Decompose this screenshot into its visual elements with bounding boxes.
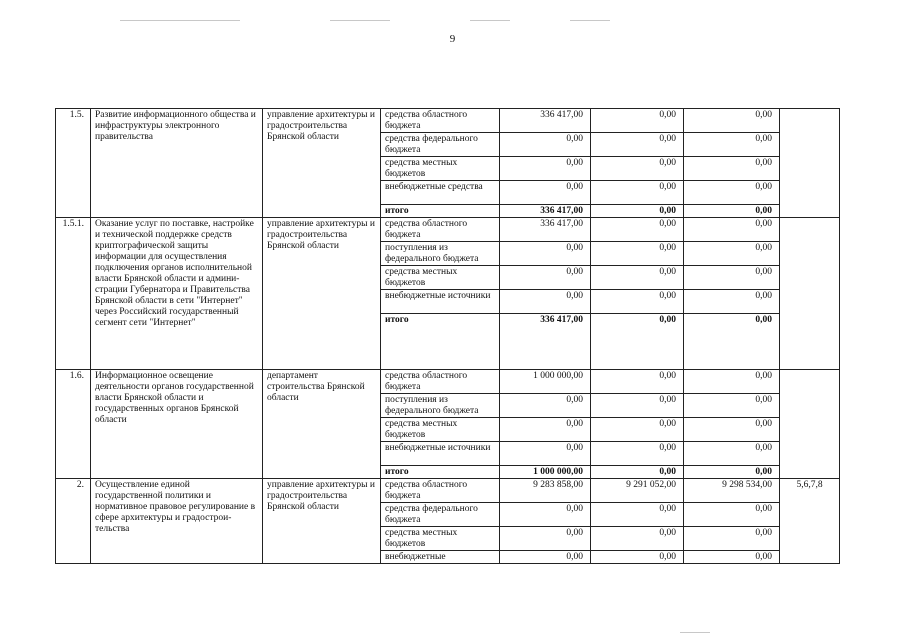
amount-year-3: 0,00 <box>684 218 780 242</box>
amount-year-2: 0,00 <box>591 218 684 242</box>
amount-year-3: 0,00 <box>684 527 780 551</box>
funding-source: внебюджетные средства <box>381 181 500 205</box>
section-executor: управление архитектуры и градостроительства Брянской области <box>263 479 381 564</box>
amount-year-1: 0,00 <box>500 290 591 314</box>
amount-year-3: 0,00 <box>684 157 780 181</box>
section-name: Информационное освещение деятельности органов государственной власти Брянской области и государственных органов Брянской области <box>91 370 263 479</box>
amount-year-3: 0,00 <box>684 394 780 418</box>
amount-year-1: 0,00 <box>500 418 591 442</box>
amount-year-2: 0,00 <box>591 370 684 394</box>
amount-year-1: 9 283 858,00 <box>500 479 591 503</box>
amount-year-1: 336 417,00 <box>500 218 591 242</box>
amount-year-3: 0,00 <box>684 551 780 564</box>
section-executor: департамент строительства Брянской области <box>263 370 381 479</box>
funding-source: поступления из федерального бюджета <box>381 242 500 266</box>
section-indicators <box>780 218 840 370</box>
table-row <box>56 370 840 394</box>
amount-year-1: 0,00 <box>500 442 591 466</box>
amount-year-3: 0,00 <box>684 370 780 394</box>
funding-source: внебюджетные источники <box>381 290 500 314</box>
scan-mark <box>570 20 610 21</box>
amount-year-2: 0,00 <box>591 109 684 133</box>
section-number: 1.5. <box>56 109 91 218</box>
funding-source: итого <box>381 314 500 370</box>
amount-year-1: 1 000 000,00 <box>500 466 591 479</box>
table-row <box>56 218 840 242</box>
amount-year-3: 0,00 <box>684 181 780 205</box>
amount-year-2: 0,00 <box>591 266 684 290</box>
page-number: 9 <box>449 33 456 45</box>
funding-source: средства областного бюджета <box>381 109 500 133</box>
funding-source: итого <box>381 466 500 479</box>
amount-year-3: 0,00 <box>684 418 780 442</box>
amount-year-2: 0,00 <box>591 242 684 266</box>
amount-year-3: 0,00 <box>684 314 780 370</box>
funding-source: средства областного бюджета <box>381 479 500 503</box>
amount-year-2: 0,00 <box>591 394 684 418</box>
amount-year-1: 336 417,00 <box>500 205 591 218</box>
scan-mark <box>470 20 510 21</box>
amount-year-3: 0,00 <box>684 442 780 466</box>
scan-mark <box>330 20 390 21</box>
section-number: 1.5.1. <box>56 218 91 370</box>
section-indicators: 5,6,7,8 <box>780 479 840 564</box>
section-indicators <box>780 109 840 218</box>
funding-source: средства местных бюджетов <box>381 266 500 290</box>
funding-source: внебюджетные <box>381 551 500 564</box>
amount-year-2: 0,00 <box>591 133 684 157</box>
amount-year-3: 0,00 <box>684 242 780 266</box>
amount-year-2: 9 291 052,00 <box>591 479 684 503</box>
section-executor: управление архитектуры и градостроительства Брянской области <box>263 109 381 218</box>
amount-year-1: 0,00 <box>500 242 591 266</box>
amount-year-2: 0,00 <box>591 466 684 479</box>
amount-year-2: 0,00 <box>591 527 684 551</box>
amount-year-3: 0,00 <box>684 133 780 157</box>
amount-year-2: 0,00 <box>591 205 684 218</box>
funding-source: средства федерального бюджета <box>381 503 500 527</box>
amount-year-2: 0,00 <box>591 418 684 442</box>
amount-year-1: 0,00 <box>500 394 591 418</box>
amount-year-1: 336 417,00 <box>500 109 591 133</box>
amount-year-2: 0,00 <box>591 503 684 527</box>
section-executor: управление архитектуры и градостроительства Брянской области <box>263 218 381 370</box>
scan-mark <box>120 20 240 21</box>
section-indicators <box>780 370 840 479</box>
funding-source: средства федерального бюджета <box>381 133 500 157</box>
budget-table <box>55 108 840 564</box>
amount-year-2: 0,00 <box>591 551 684 564</box>
amount-year-3: 9 298 534,00 <box>684 479 780 503</box>
amount-year-2: 0,00 <box>591 181 684 205</box>
amount-year-1: 0,00 <box>500 551 591 564</box>
amount-year-1: 1 000 000,00 <box>500 370 591 394</box>
amount-year-3: 0,00 <box>684 109 780 133</box>
amount-year-3: 0,00 <box>684 503 780 527</box>
section-name: Оказание услуг по поставке, настройке и технической поддержке средств криптографической защиты информации для осуществления подключения органов исполнительной власти Брянской области и админи-страции Губернатора и Правительства Брянской области в сети "Интернет" через Российский государственный сегмент сети "Интернет" <box>91 218 263 370</box>
amount-year-3: 0,00 <box>684 466 780 479</box>
section-number: 2. <box>56 479 91 564</box>
funding-source: средства областного бюджета <box>381 370 500 394</box>
amount-year-2: 0,00 <box>591 442 684 466</box>
amount-year-1: 0,00 <box>500 266 591 290</box>
amount-year-3: 0,00 <box>684 290 780 314</box>
funding-source: итого <box>381 205 500 218</box>
amount-year-1: 336 417,00 <box>500 314 591 370</box>
funding-source: поступления из федерального бюджета <box>381 394 500 418</box>
amount-year-2: 0,00 <box>591 157 684 181</box>
amount-year-3: 0,00 <box>684 205 780 218</box>
amount-year-3: 0,00 <box>684 266 780 290</box>
funding-source: средства местных бюджетов <box>381 157 500 181</box>
amount-year-1: 0,00 <box>500 181 591 205</box>
funding-source: средства областного бюджета <box>381 218 500 242</box>
amount-year-2: 0,00 <box>591 290 684 314</box>
funding-source: средства местных бюджетов <box>381 418 500 442</box>
amount-year-1: 0,00 <box>500 503 591 527</box>
section-name: Осуществление единой государственной политики и нормативное правовое регулирование в сфере архитектуры и градострои-тельства <box>91 479 263 564</box>
funding-source: средства местных бюджетов <box>381 527 500 551</box>
scan-mark <box>680 632 710 633</box>
amount-year-1: 0,00 <box>500 527 591 551</box>
section-name: Развитие информационного общества и инфраструктуры электронного правительства <box>91 109 263 218</box>
amount-year-1: 0,00 <box>500 157 591 181</box>
amount-year-2: 0,00 <box>591 314 684 370</box>
amount-year-1: 0,00 <box>500 133 591 157</box>
funding-source: внебюджетные источники <box>381 442 500 466</box>
table-row <box>56 109 840 133</box>
table-body <box>56 109 840 564</box>
table-row <box>56 479 840 503</box>
section-number: 1.6. <box>56 370 91 479</box>
